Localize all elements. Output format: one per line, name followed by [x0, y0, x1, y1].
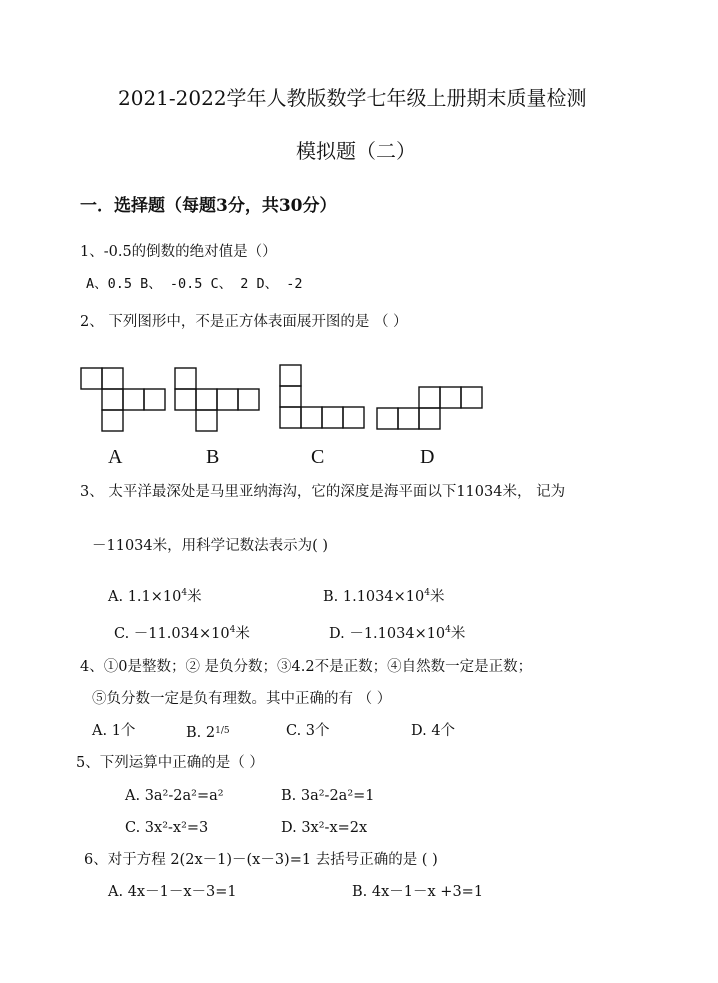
net-c — [280, 365, 364, 428]
q4-b-text: B. 2 — [186, 725, 216, 741]
question-3-option-c — [114, 620, 250, 644]
question-6-stem: 6、对于方程 2(2x－1)－(x－3)=1 去括号正确的是 ( ) — [84, 852, 438, 868]
q3-b-unit: 米 — [429, 589, 445, 605]
q3-a-text: A. 1.1×10 — [108, 589, 182, 605]
question-5-stem: 5、下列运算中正确的是（ ） — [76, 755, 264, 771]
question-6-option-b: B. 4x－1－x +3=1 — [352, 884, 484, 900]
q3-b-text: B. 1.1034×10 — [323, 589, 425, 605]
q3-d-text: D. －1.1034×10 — [329, 626, 446, 642]
question-5-option-b: B. 3a²-2a²=1 — [281, 788, 375, 804]
net-label-b: B — [206, 446, 220, 468]
question-6-option-a: A. 4x－1－x－3=1 — [108, 884, 237, 900]
question-4-stem-line1: 4、①0是整数；② 是负分数；③4.2不是正数；④自然数一定是正数； — [80, 659, 533, 675]
net-a — [81, 368, 165, 431]
q3-b-exp: 4 — [424, 588, 430, 598]
question-1-options: A、0.5 B、 -0.5 C、 2 D、 -2 — [86, 276, 303, 292]
question-3-option-d — [329, 620, 465, 644]
q3-d-exp: 4 — [445, 625, 451, 635]
q3-c-exp: 4 — [229, 625, 236, 635]
question-3-stem-line1: 3、 太平洋最深处是马里亚纳海沟，它的深度是海平面以下11034米， 记为 — [80, 484, 566, 500]
net-label-d: D — [420, 446, 435, 468]
question-4-stem-line2: ⑤负分数一定是负有理数。其中正确的有 （ ） — [92, 691, 392, 707]
q3-d-unit: 米 — [450, 626, 466, 642]
question-5-option-a: A. 3a²-2a²=a² — [125, 788, 224, 804]
net-label-c: C — [311, 446, 325, 468]
page-title-line2: 模拟题（二） — [296, 139, 416, 163]
net-label-a: A — [108, 446, 123, 468]
question-3-option-b — [323, 583, 444, 607]
net-d — [377, 387, 482, 429]
question-5-option-c: C. 3x²-x²=3 — [125, 820, 209, 836]
question-3-stem-line2: －11034米，用科学记数法表示为( ) — [92, 538, 329, 554]
q3-c-text: C. －11.034×10 — [114, 626, 230, 642]
q3-c-unit: 米 — [235, 626, 250, 642]
question-4-option-a: A. 1个 — [92, 723, 136, 739]
section-heading: 一．选择题（每题3分，共30分） — [80, 196, 337, 216]
q4-b-fraction: 1/5 — [215, 726, 230, 736]
question-4-option-b — [186, 721, 230, 743]
question-3-option-a — [108, 583, 202, 607]
question-5-option-d: D. 3x²-x=2x — [281, 820, 368, 836]
question-1-stem: 1、-0.5的倒数的绝对值是（） — [80, 244, 277, 260]
question-4-option-c: C. 3个 — [286, 723, 330, 739]
net-b — [175, 368, 259, 431]
q3-a-unit: 米 — [187, 589, 202, 605]
page-title-line1: 2021-2022学年人教版数学七年级上册期末质量检测 — [118, 86, 587, 110]
question-2-stem: 2、 下列图形中，不是正方体表面展开图的是 （ ） — [80, 314, 408, 330]
q3-a-exp: 4 — [181, 588, 188, 598]
question-4-option-d: D. 4个 — [411, 723, 456, 739]
